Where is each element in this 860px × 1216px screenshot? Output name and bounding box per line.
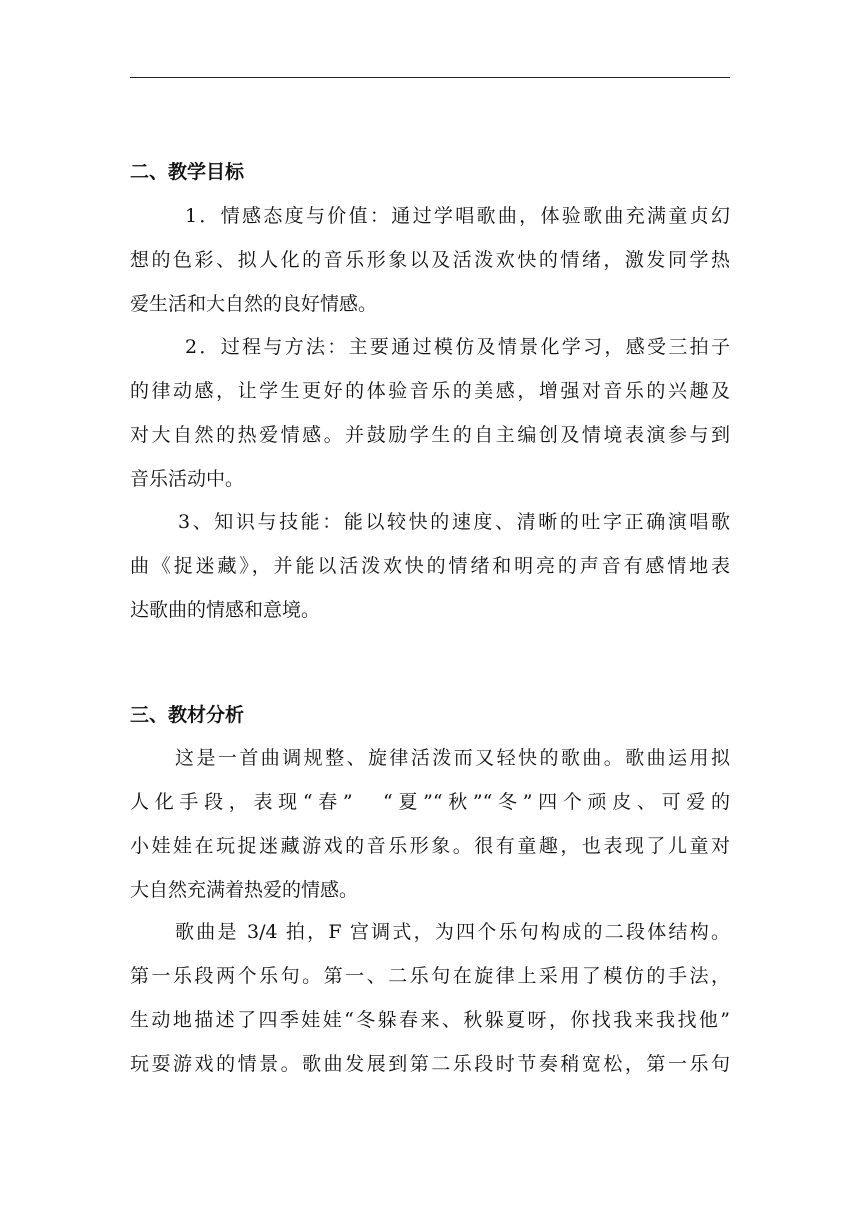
paragraph-line: 对大自然的热爱情感。并鼓励学生的自主编创及情境表演参与到 bbox=[130, 424, 730, 446]
paragraph-line: 歌曲是 3/4 拍，F 宫调式，为四个乐句构成的二段体结构。 bbox=[175, 921, 730, 943]
section-heading-material-analysis: 三、教材分析 bbox=[130, 704, 245, 726]
header-rule bbox=[130, 77, 730, 78]
paragraph-line: 想的色彩、拟人化的音乐形象以及活泼欢快的情绪，激发同学热 bbox=[130, 249, 730, 271]
paragraph-line: 爱生活和大自然的良好情感。 bbox=[130, 293, 378, 315]
song-structure-paragraph bbox=[130, 920, 730, 1076]
paragraph-line: 这是一首曲调规整、旋律活泼而又轻快的歌曲。歌曲运用拟 bbox=[175, 747, 730, 769]
goal-process-paragraph bbox=[130, 335, 730, 491]
paragraph-line: 小娃娃在玩捉迷藏游戏的音乐形象。很有童趣，也表现了儿童对 bbox=[130, 835, 730, 857]
paragraph-line: 人化手段，表现“春” “夏”“秋”“冬”四个顽皮、可爱的 bbox=[130, 791, 730, 813]
paragraph-line: 音乐活动中。 bbox=[130, 468, 245, 490]
paragraph-line: 的律动感，让学生更好的体验音乐的美感，增强对音乐的兴趣及 bbox=[130, 380, 730, 402]
material-intro-paragraph bbox=[130, 746, 730, 902]
paragraph-line: 1．情感态度与价值：通过学唱歌曲，体验歌曲充满童贞幻 bbox=[185, 205, 730, 227]
paragraph-line: 达歌曲的情感和意境。 bbox=[130, 599, 321, 621]
goal-emotion-paragraph bbox=[130, 204, 730, 316]
paragraph-line: 3、知识与技能：能以较快的速度、清晰的吐字正确演唱歌 bbox=[178, 511, 730, 533]
paragraph-line: 大自然充满着热爱的情感。 bbox=[130, 879, 359, 901]
paragraph-line: 玩耍游戏的情景。歌曲发展到第二乐段时节奏稍宽松，第一乐句 bbox=[130, 1053, 730, 1075]
paragraph-line: 曲《捉迷藏》，并能以活泼欢快的情绪和明亮的声音有感情地表 bbox=[130, 555, 730, 577]
goal-skill-paragraph bbox=[130, 510, 730, 622]
paragraph-line: 生动地描述了四季娃娃“冬躲春来、秋躲夏呀，你找我来我找他” bbox=[130, 1009, 730, 1031]
paragraph-line: 第一乐段两个乐句。第一、二乐句在旋律上采用了模仿的手法， bbox=[130, 965, 730, 987]
section-heading-teaching-goals: 二、教学目标 bbox=[130, 161, 245, 183]
paragraph-line: 2．过程与方法：主要通过模仿及情景化学习，感受三拍子 bbox=[185, 336, 730, 358]
